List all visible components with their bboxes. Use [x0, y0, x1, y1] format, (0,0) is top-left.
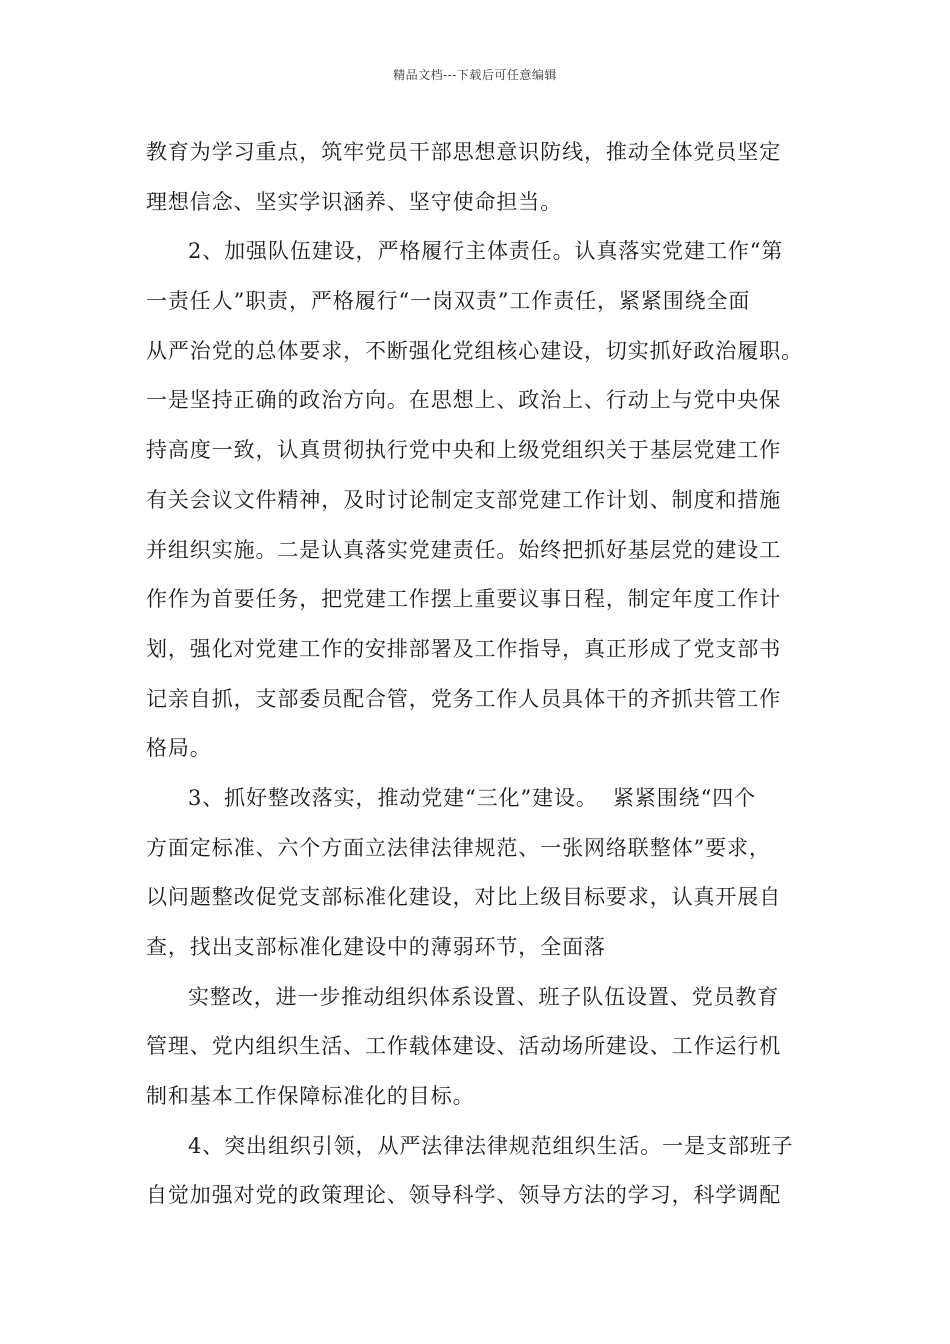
text-line: 方面定标准、六个方面立法律法律规范、一张网络联整体”要求， — [146, 835, 771, 860]
text-line: 持高度一致，认真贯彻执行党中央和上级党组织关于基层党建工作 — [146, 438, 782, 463]
text-line: 一是坚持正确的政治方向。在思想上、政治上、行动上与党中央保 — [146, 388, 782, 413]
text-line: 作作为首要任务，把党建工作摆上重要议事日程，制定年度工作计 — [146, 587, 782, 612]
text-line: 自觉加强对党的政策理论、领导科学、领导方法的学习，科学调配 — [146, 1183, 782, 1208]
text-line: 制和基本工作保障标准化的目标。 — [146, 1084, 475, 1109]
paragraph-start-line: 2、加强队伍建设，严格履行主体责任。认真落实党建工作“第 — [188, 239, 784, 264]
text-line: 理想信念、坚实学识涵养、坚守使命担当。 — [146, 189, 563, 214]
text-line: 管理、党内组织生活、工作载体建设、活动场所建设、工作运行机 — [146, 1034, 782, 1059]
text-line: 一责任人”职责，严格履行“一岗双责”工作责任，紧紧围绕全面 — [146, 289, 751, 314]
paragraph-start-line: 4、突出组织引领，从严法律法律规范组织生活。一是支部班子 — [188, 1133, 794, 1158]
text-line: 教育为学习重点，筑牢党员干部思想意识防线，推动全体党员坚定 — [146, 140, 782, 164]
paragraph-start-line: 实整改，进一步推动组织体系设置、班子队伍设置、党员教育 — [188, 984, 780, 1009]
text-line: 记亲自抓，支部委员配合管，党务工作人员具体干的齐抓共管工作 — [146, 686, 782, 711]
page-header: 精品文档---下载后可任意编辑 — [393, 68, 557, 82]
text-line: 查，找出支部标准化建设中的薄弱环节，全面落 — [146, 935, 606, 959]
text-line: 划，强化对党建工作的安排部署及工作指导，真正形成了党支部书 — [146, 636, 782, 661]
text-line: 以问题整改促党支部标准化建设，对比上级目标要求，认真开展自 — [146, 885, 782, 910]
paragraph-start-line: 3、抓好整改落实，推动党建“三化”建设。 紧紧围绕“四个 — [188, 785, 757, 810]
text-line: 有关会议文件精神，及时讨论制定支部党建工作计划、制度和措施 — [146, 487, 782, 512]
text-line: 格局。 — [146, 736, 212, 761]
text-line: 从严治党的总体要求，不断强化党组核心建设，切实抓好政治履职。 — [146, 338, 803, 363]
document-body — [146, 128, 810, 1221]
text-line: 并组织实施。二是认真落实党建责任。始终把抓好基层党的建设工 — [146, 537, 782, 562]
